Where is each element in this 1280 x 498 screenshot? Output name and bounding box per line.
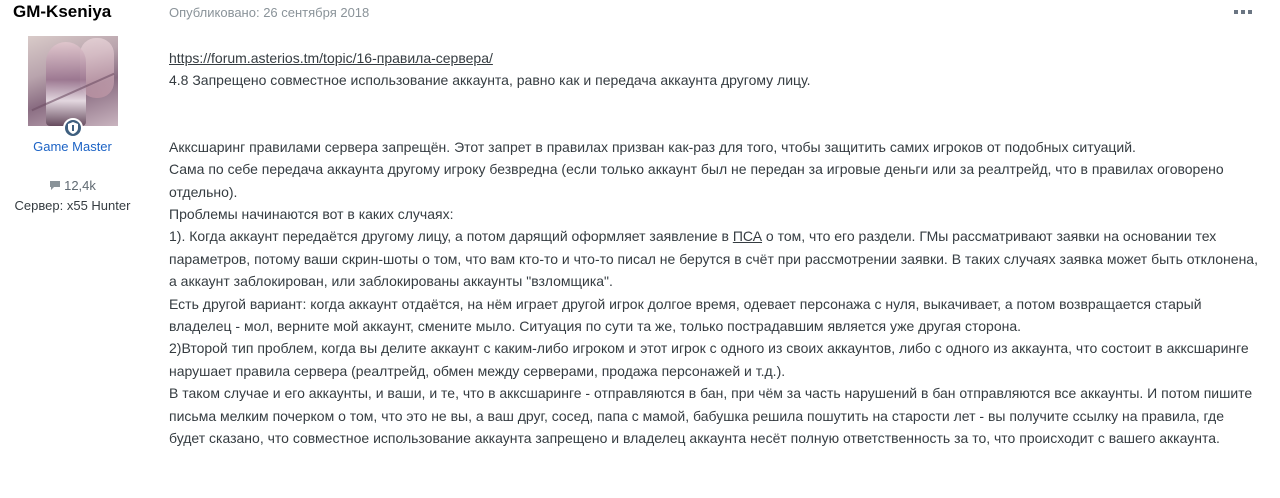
member-group[interactable]: Game Master [33, 139, 112, 154]
staff-shield-icon [63, 118, 83, 138]
publish-date[interactable]: Опубликовано: 26 сентября 2018 [169, 5, 370, 20]
paragraph: 2)Второй тип проблем, когда вы делите аккаунт с каким-либо игроком и этот игрок с одного из своих аккаунтов, либо с одного из аккаунта, что состоит в акксшаринге нарушает правила сервера (реалтрейд, обмен между серверами, продажа персонажей и т.д.). [169, 340, 1249, 379]
author-server: Сервер: x55 Hunter [14, 198, 131, 213]
rules-link[interactable]: https://forum.asterios.tm/topic/16-правила-сервера/ [169, 50, 493, 66]
comment-icon [49, 179, 61, 194]
author-name[interactable]: GM-Kseniya [13, 2, 112, 21]
post-content [169, 47, 1264, 450]
paragraph: В таком случае и его аккаунты, и ваши, и те, что в акксшаринге - отправляются в бан, при чём за часть нарушений в бан отправляются все аккаунты. И потом пишите письма мелким почерком о том, что это не вы, а ваш друг, сосед, папа с мамой, бабушка решила пошутить на старости лет - вы получите ссылку на правила, где будет сказано, что совместное использование аккаунта запрещено и владелец аккаунта несёт полную ответственность за то, что происходит с вашего аккаунта. [169, 385, 1253, 447]
paragraph: Акксшаринг правилами сервера запрещён. Этот запрет в правилах призван как-раз для того, чтобы защитить самих игроков от подобных ситуаций. [169, 138, 1136, 155]
psa-abbreviation[interactable]: ПСА [732, 228, 763, 245]
paragraph: Проблемы начинаются вот в каких случаях: [169, 206, 454, 223]
post-count [0, 178, 145, 194]
paragraph: 1). Когда аккаунт передаётся другому лицу, а потом дарящий оформляет заявление в ПСА о том, что его раздели. ГМы рассматривают заявки на основании тех параметров, потому ваши скрин-шоты о том, что вам кто-то и что-то писал не берутся в счёт при рассмотрении заявки. В таких случаях заявка может быть отклонена, а аккаунт заблокирован, или заблокированы аккаунты "взломщика". [169, 228, 1258, 290]
paragraph: Сама по себе передача аккаунта другому игроку безвредна (если только аккаунт был не передан за игровые деньги или за реалтрейд, что в правилах оговорено отдельно). [169, 161, 1224, 200]
more-options-icon[interactable] [1234, 6, 1252, 18]
rule-text: 4.8 Запрещено совместное использование аккаунта, равно как и передача аккаунта другому лицу. [169, 72, 811, 89]
avatar[interactable] [28, 36, 118, 126]
paragraph: Есть другой вариант: когда аккаунт отдаётся, на нём играет другой игрок долгое время, одевает персонажа с нуля, выкачивает, а потом возвращается старый владелец - мол, верните мой аккаунт, смените мыло. Ситуация по сути та же, только пострадавшим является уже другая сторона. [169, 295, 1202, 335]
post-count-value: 12,4k [64, 178, 96, 193]
